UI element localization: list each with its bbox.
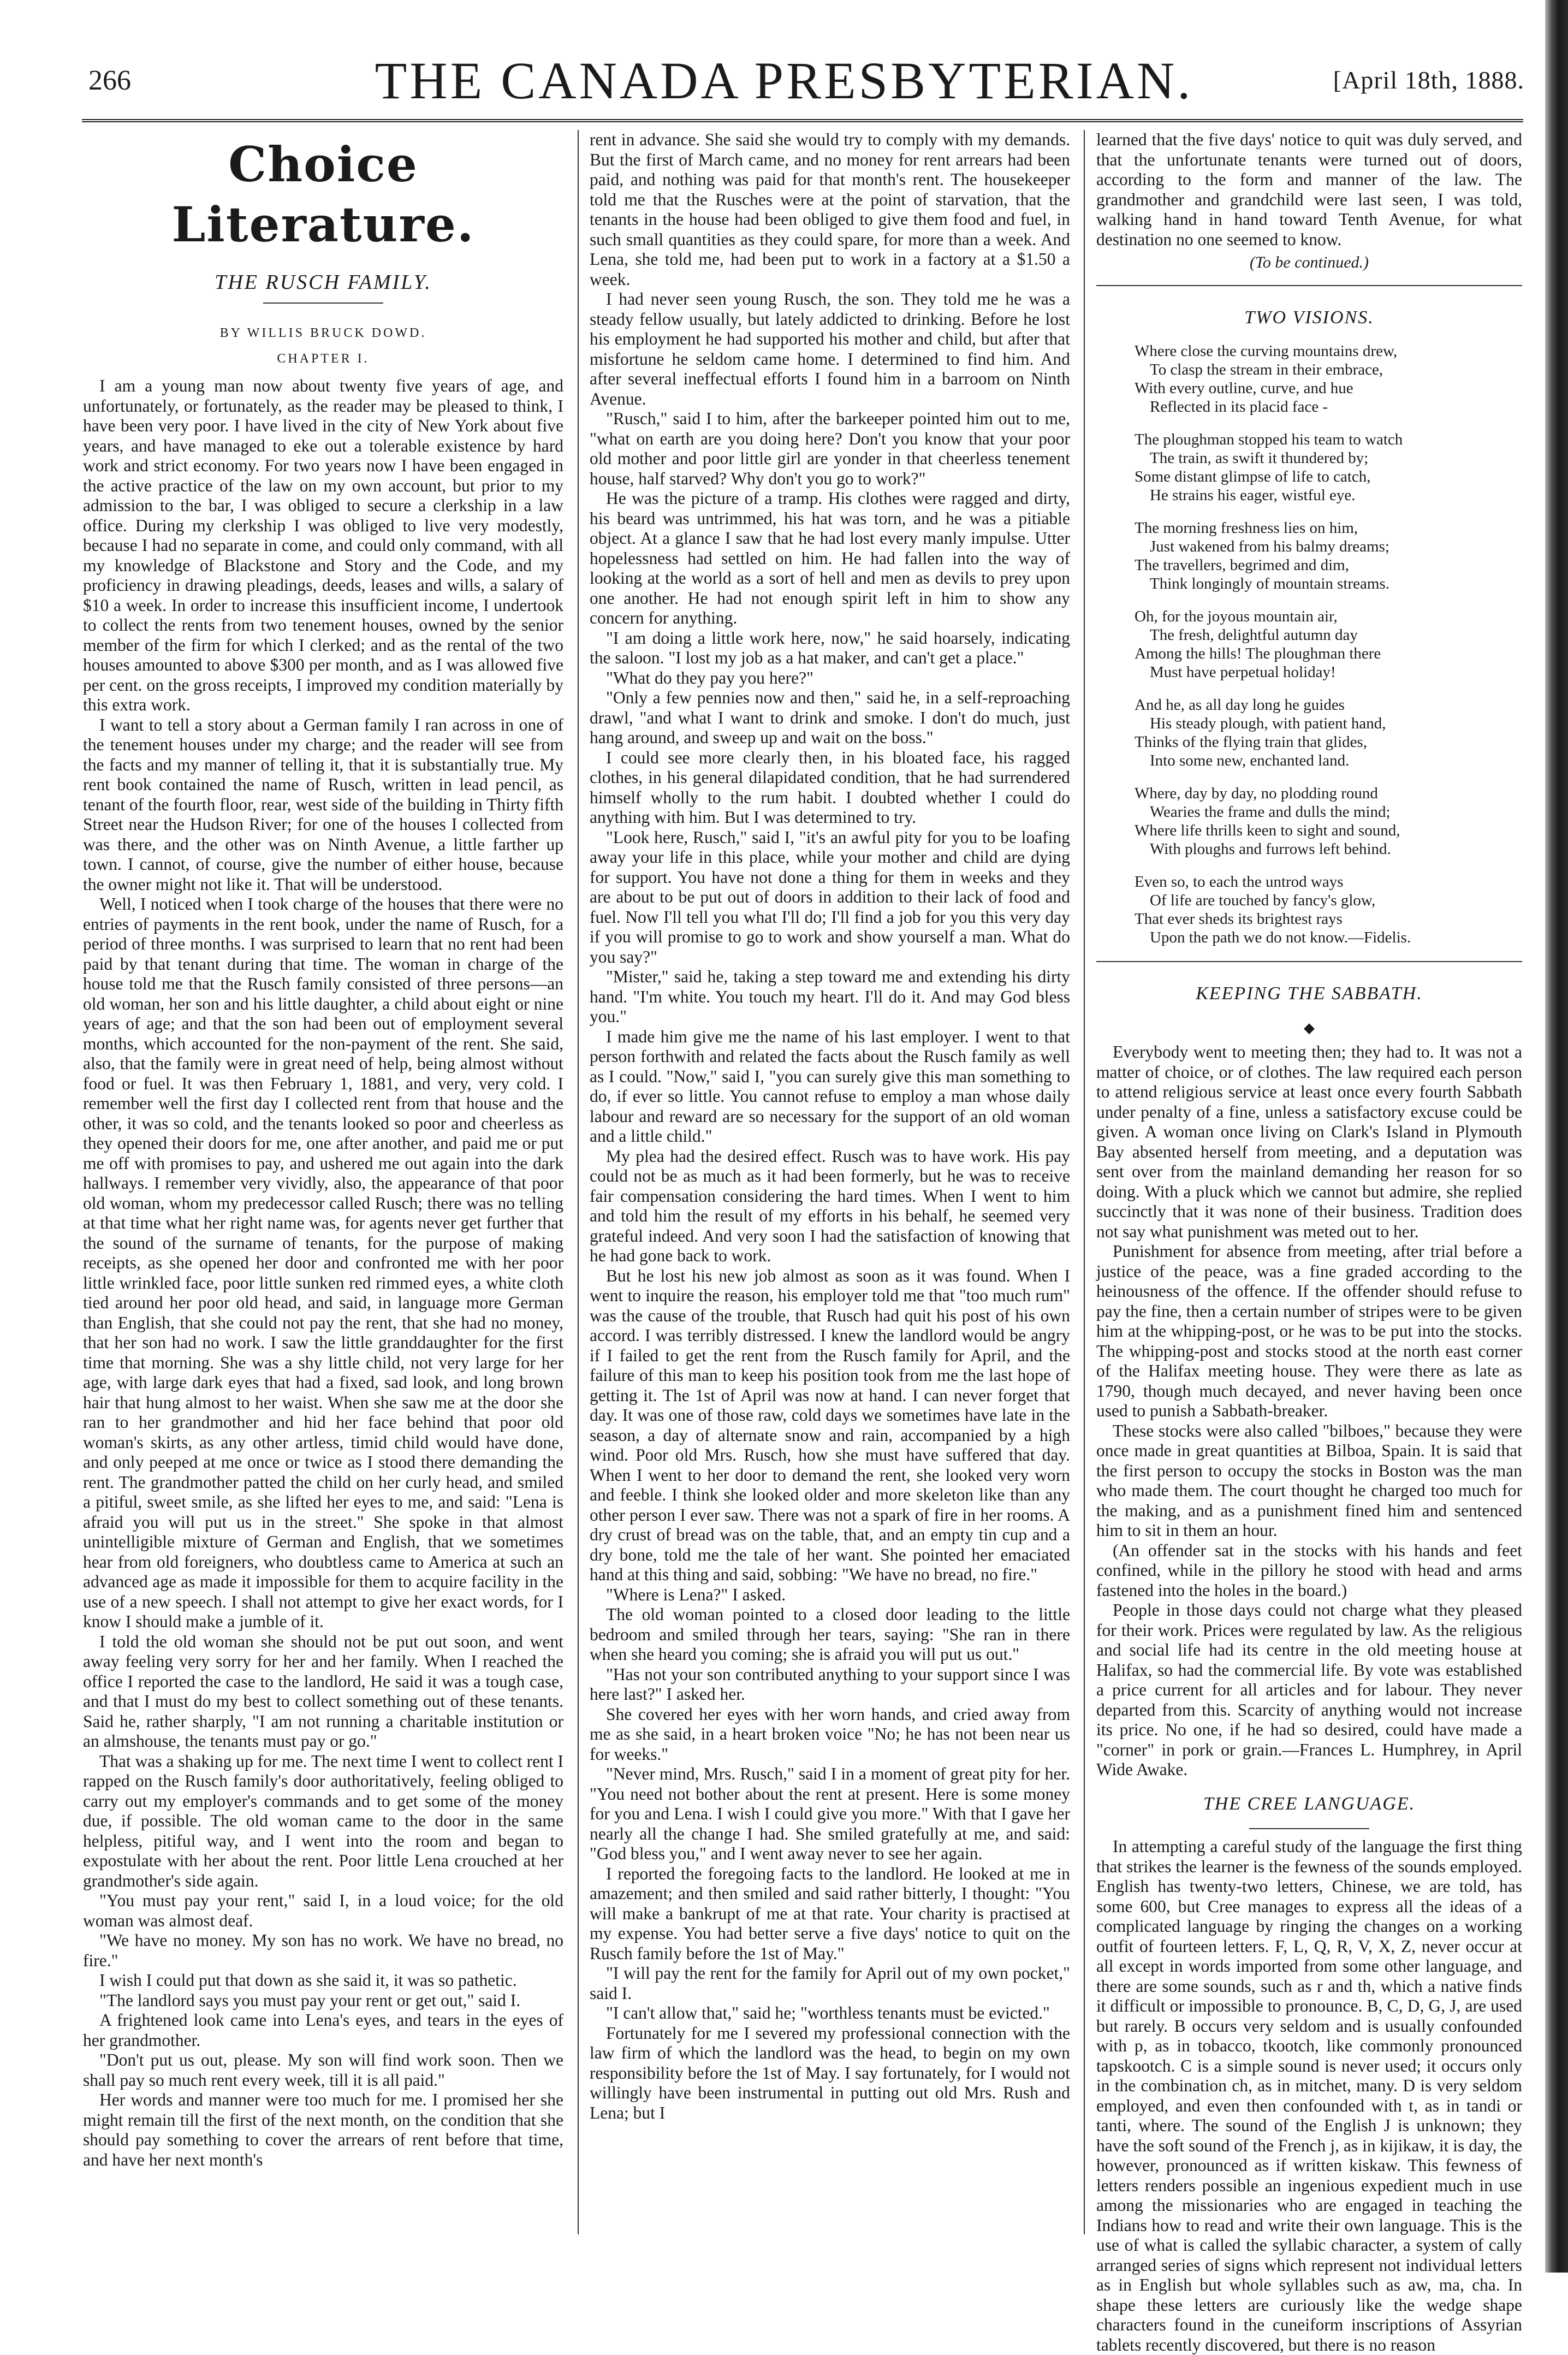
poem-line: Think longingly of mountain streams. — [1150, 575, 1389, 592]
column-3 — [1096, 130, 1522, 2354]
ornament-icon: ◆ — [1304, 1019, 1315, 1036]
article-paragraph: In attempting a careful study of the language the first thing that strikes the learner is the fewness of the sounds employed. English has twenty-two letters, Chinese, we are told, has some 600, but Cree manages to express all the ideas of a complicated language by ringing the changes on a working outfit of fourteen letters. F, L, Q, R, V, X, Z, never occur at all except in words imported from some other language, and there are some sounds, such as r and th, which a native finds it difficult or impossible to pronounce. B, C, D, G, J, are used but rarely. B occurs very seldom and is usually confounded with p, as in tobacco, tkootch, like commonly pronounced tapskootch. C is a simple sound is never used; it occurs only in the combination ch, as in mitchet, many. D is very seldom employed, and even then confounded with t, as in tandi or tanti, where. The sound of the English J is unknown; they have the soft sound of the French j, as in kijikaw, it is day, the however, pronounced as if written kiskaw. This fewness of letters renders possible an ingenious expedient much in use among the missionaries who are engaged in teaching the Indians how to read and write their own language. This is the use of what is called the syllabic character, a system of cally arranged series of signs which represent not individual letters as in English but whole syllables such as aw, ma, cha. In shape these letters are curiously like the wedge shape characters found in the cuneiform inscriptions of Assyrian tablets recently discovered, but there is no reason — [1096, 1837, 1522, 2354]
poem-line: Some distant glimpse of life to catch, — [1135, 468, 1371, 485]
poem-line: The ploughman stopped his team to watch — [1135, 431, 1403, 448]
story-paragraph: He was the picture of a tramp. His clothes were ragged and dirty, his beard was untrimmed, his hat was torn, and he was a pitiable object. At a glance I saw that he had lost every manly impulse. Utter hopelessness had settled on him. He had fallen into the way of looking at the world as a sort of hell and men as devils to prey upon one another. He had not enough spirit left in him to show any concern for anything. — [590, 489, 1070, 627]
story-paragraph: I had never seen young Rusch, the son. They told me he was a steady fellow usually, but lately addicted to drinking. Before he lost his employment he had supported his mother and child, but after that misfortune he seldom came home. I determined to find him. And after several ineffectual efforts I found him in a barroom on Ninth Avenue. — [590, 289, 1070, 408]
poem-stanza — [1135, 696, 1522, 770]
article-paragraph: These stocks were also called "bilboes," because they were once made in great quantities at Bilboa, Spain. It is said that the first person to occupy the stocks in Boston was the man who made them. The court thought he charged too much for the making, and as a punishment fined him and sentenced him to sit in them an hour. — [1096, 1421, 1522, 1540]
article-paragraph: People in those days could not charge what they pleased for their work. Prices were regulated by law. As the religious and social life had its centre in the old meeting house at Halifax, so had the commercial life. By vote was established a price current for all articles and for labour. They never departed from this. Scarcity of anything would not increase its price. No one, if he had so desired, could have made a "corner" in pork or grain.—Frances L. Humphrey, in April Wide Awake. — [1096, 1600, 1522, 1779]
poem-line: Upon the path we do not know.—Fidelis. — [1150, 929, 1411, 946]
story-paragraph: "Only a few pennies now and then," said he, in a self-reproaching drawl, "and what I want to drink and smoke. I don't do much, just hang around, and sweep up and wait on the boss." — [590, 688, 1070, 747]
continued-note: (To be continued.) — [1249, 253, 1369, 271]
story-paragraph: "I will pay the rent for the family for April out of my own pocket," said I. — [590, 1964, 1070, 2003]
poem-line: With ploughs and furrows left behind. — [1150, 840, 1391, 858]
poem-line: Where close the curving mountains drew, — [1135, 342, 1398, 360]
story-paragraph: "I can't allow that," said he; "worthless tenants must be evicted." — [606, 2003, 1050, 2022]
title-rule — [1249, 1828, 1369, 1829]
story-paragraph: I made him give me the name of his last employer. I went to that person forthwith and related the facts about the Rusch family as well as I could. "Now," said I, "you can surely give this man something to do, if ever so little. You cannot refuse to employ a man whose daily labour and reward are so necessary for the support of an old woman and a little child." — [590, 1027, 1070, 1146]
poem-line: The travellers, begrimed and dim, — [1135, 556, 1349, 574]
poem-title: TWO VISIONS. — [1244, 307, 1374, 328]
poem-line: Wearies the frame and dulls the mind; — [1150, 803, 1391, 821]
poem-stanza — [1135, 430, 1522, 505]
story-paragraph: learned that the five days' notice to quit was duly served, and that the unfortunate tenants were turned out of doors, according to the form and manner of the law. The grandmother and grandchild were last seen, I was told, walking hand in hand toward Tenth Avenue, for what destination no one seemed to know. — [1096, 130, 1522, 249]
story-paragraph: "Has not your son contributed anything to your support since I was here last?" I asked her. — [590, 1664, 1070, 1704]
story-paragraph: "You must pay your rent," said I, in a loud voice; for the old woman was almost deaf. — [83, 1891, 563, 1930]
story-paragraph: Fortunately for me I severed my professional connection with the law firm of which the landlord was the head, to begin on my own responsibility before the 1st of May. I say fortunately, for I would not willingly have been instrumental in putting out old Mrs. Rush and Lena; but I — [590, 2023, 1070, 2122]
story-paragraph: She covered her eyes with her worn hands, and cried away from me as she said, in a heart broken voice "No; he has not been near us for weeks." — [590, 1704, 1070, 1764]
story-paragraph: I wish I could put that down as she said it, it was so pathetic. — [99, 1971, 517, 1990]
poem-line: To clasp the stream in their embrace, — [1150, 361, 1383, 378]
story-paragraph: "Rusch," said I to him, after the barkeeper pointed him out to me, "what on earth are you doing here? Don't you know that your poor old mother and poor little girl are yonder in that cheerless tenement house, half starved? Why don't you go to work?" — [590, 409, 1070, 488]
poem-line: Just wakened from his balmy dreams; — [1150, 538, 1389, 555]
binding-edge — [1545, 0, 1568, 2273]
story-paragraph: I could see more clearly then, in his bloated face, his ragged clothes, in his general dilapidated condition, that he had surrendered himself wholly to the rum habit. I doubted whether I could do anything with him. But I was determined to try. — [590, 748, 1070, 827]
column-1 — [83, 130, 563, 2256]
story-paragraph: Her words and manner were too much for me. I promised her she might remain till the first of the next month, on the condition that she should pay something to cover the arrears of rent before that time, and have her next month's — [83, 2090, 563, 2169]
article-paragraph: Punishment for absence from meeting, after trial before a justice of the peace, was a fine graded according to the heinousness of the offence. If the offender should refuse to pay the fine, then a certain number of stripes were to be given him at the whipping-post, or he was to be put into the stocks. The whipping-post and stocks stood at the north east corner of the Halifax meeting house. They were there as late as 1790, though much decayed, and never having been once used to punish a Sabbath-breaker. — [1096, 1242, 1522, 1420]
poem-line: Into some new, enchanted land. — [1150, 752, 1350, 769]
poem-stanza — [1135, 519, 1522, 593]
story-byline: BY WILLIS BRUCK DOWD. — [219, 326, 427, 340]
title-rule — [263, 302, 383, 304]
poem-line: His steady plough, with patient hand, — [1150, 715, 1386, 732]
story-title: THE RUSCH FAMILY. — [215, 271, 432, 294]
poem-stanza — [1135, 607, 1522, 681]
story-paragraph: "Look here, Rusch," said I, "it's an awful pity for you to be loafing away your life in this place, while your mother and child are dying for support. You have not done a thing for them in weeks and they are about to be put out of doors in addition to their lack of food and fuel. Now I'll tell you what I'll do; I'll find a job for you this very day if you will promise to go to work and show yourself a man. What do you say?" — [590, 827, 1070, 966]
story-paragraph: "I am doing a little work here, now," he said hoarsely, indicating the saloon. "I lost my job as a hat maker, and can't get a place." — [590, 628, 1070, 667]
story-paragraph: I want to tell a story about a German family I ran across in one of the tenement houses under my charge; and the reader will see from the facts and my manner of telling it, that it is substantially true. My rent book contained the name of Rusch, written in lead pencil, as tenant of the fourth floor, rear, west side of the building in Thirty fifth Street near the Hudson River; for one of the houses I collected from was there, and the other was on Ninth Avenue, a little farther up town. I cannot, of course, give the number of either house, because the owner might not like it. That will be understood. — [83, 715, 563, 894]
issue-date: [April 18th, 1888. — [1333, 66, 1524, 94]
story-paragraph: But he lost his new job almost as soon as it was found. When I went to inquire the reason, his employer told me that "too much rum" was the cause of the trouble, that Rusch had quit his post of his own accord. I was terribly distressed. I knew the landlord would be angry if I failed to get the rent from the Rusch family for April, and the failure of this man to keep his position took from me the last hope of getting it. The 1st of April was now at hand. I can never forget that day. It was one of those raw, cold days we sometimes have late in the season, a day of alternate snow and rain, accompanied by a high wind. Poor old Mrs. Rusch, how she must have suffered that day. When I went to her door to demand the rent, she looked very worn and feeble. I think she looked older and more skeleton like than any other person I ever saw. There was not a spark of fire in her rooms. A dry crust of bread was on the table, that, and an empty tin cup and a dry bone, told me the tale of her want. She pointed her emaciated hand at this thing and said, sobbing: "We have no bread, no fire." — [590, 1266, 1070, 1584]
story-paragraph: "What do they pay you here?" — [606, 668, 813, 687]
poem-line: Among the hills! The ploughman there — [1135, 645, 1381, 662]
poem-line: Must have perpetual holiday! — [1150, 663, 1336, 681]
poem-line: Even so, to each the untrod ways — [1135, 873, 1344, 891]
page-number: 266 — [88, 65, 131, 96]
poem-line: Reflected in its placid face - — [1150, 398, 1328, 416]
column-rule — [578, 130, 579, 2234]
story-paragraph: The old woman pointed to a closed door leading to the little bedroom and smiled through her tears, saying: "She ran in there when she heard you coming; she is afraid you will put us out." — [590, 1605, 1070, 1664]
story-paragraph: A frightened look came into Lena's eyes, and tears in the eyes of her grandmother. — [83, 2010, 563, 2050]
poem-stanza — [1135, 873, 1522, 947]
poem-line: The morning freshness lies on him, — [1135, 519, 1358, 537]
section-heading: Choice Literature. — [171, 136, 475, 253]
story-paragraph: "Mister," said he, taking a step toward me and extending his dirty hand. "I'm white. You touch my heart. I'll do it. And may God bless you." — [590, 967, 1070, 1026]
article-paragraph: Everybody went to meeting then; they had to. It was not a matter of choice, or of clothes. The law required each person to attend religious service at least once every fourth Sabbath under penalty of a fine, unless a satisfactory excuse could be given. A woman once living on Clark's Island in Plymouth Bay absented herself from meeting, and a deputation was sent over from the mainland demanding her reason for so doing. With a pluck which we cannot but admire, she replied succinctly that it was none of their business. Tradition does not say what punishment was meted out to her. — [1096, 1042, 1522, 1241]
story-paragraph: I am a young man now about twenty five years of age, and unfortunately, or fortunately, as the reader may be pleased to think, I have been very poor. I have lived in the city of New York about five years, and have managed to eke out a tolerable existence by hard work and strict economy. For two years now I have been engaged in the active practice of the law on my own account, but prior to my admission to the bar, I was obliged to secure a clerkship in a law office. During my clerkship I was obliged to live very modestly, because I had no separate in come, and could only command, with all my knowledge of Blackstone and Story and the Code, and my proficiency in drawing pleadings, deeds, leases and wills, a salary of $10 a week. In order to increase this insufficient income, I undertook to collect the rents from two tenement houses, owned by the senior member of the firm for which I clerked; and as the rental of the two houses amounted to above $300 per month, and as I was allowed five per cent. on the gross receipts, I improved my condition materially by this extra work. — [83, 376, 563, 714]
poem-line: The train, as swift it thundered by; — [1150, 449, 1369, 467]
poem-line: Oh, for the joyous mountain air, — [1135, 608, 1338, 625]
story-paragraph: I reported the foregoing facts to the landlord. He looked at me in amazement; and then smiled and said rather bitterly, I thought: "You will make a bankrupt of me at that rate. Your charity is practised at my expense. You had better serve a five days' notice to quit on the Rusch family before the 1st of May." — [590, 1864, 1070, 1963]
column-2 — [590, 130, 1070, 2256]
poem-line: The fresh, delightful autumn day — [1150, 626, 1358, 644]
story-paragraph: That was a shaking up for me. The next time I went to collect rent I rapped on the Rusch family's door authoritatively, feeling obliged to carry out my employer's commands and to get some of the money due, if possible. The old woman came to the door in the same helpless, pitiful way, and I went into the room and began to expostulate with her about the rent. Poor little Lena crouched at her grandmother's side again. — [83, 1751, 563, 1890]
story-paragraph: I told the old woman she should not be put out soon, and went away feeling very sorry for her and her family. When I reached the office I reported the case to the landlord, He said it was a tough case, and that I must do my best to collect something out of these tenants. Said he, rather sharply, "I am not running a charitable institution or an almshouse, the tenants must pay or go." — [83, 1632, 563, 1751]
poem-line: And he, as all day long he guides — [1135, 696, 1345, 714]
story-paragraph: "We have no money. My son has no work. We have no bread, no fire." — [83, 1931, 563, 1970]
poem-line: Where life thrills keen to sight and sound, — [1135, 822, 1400, 839]
story-paragraph: "The landlord says you must pay your rent or get out," said I. — [99, 1990, 521, 2010]
article-title: KEEPING THE SABBATH. — [1196, 983, 1423, 1004]
article-title: THE CREE LANGUAGE. — [1203, 1793, 1416, 1814]
poem-stanza — [1135, 342, 1522, 416]
paper-title: THE CANADA PRESBYTERIAN. — [375, 51, 1193, 110]
article-paragraph: (An offender sat in the stocks with his hands and feet confined, while in the pillory he stood with head and arms fastened into the holes in the board.) — [1096, 1540, 1522, 1600]
article-divider — [1096, 285, 1522, 286]
masthead-rule — [82, 119, 1523, 123]
story-paragraph: "Don't put us out, please. My son will find work soon. Then we shall pay so much rent every week, till it is all paid." — [83, 2050, 563, 2090]
poem-line: He strains his eager, wistful eye. — [1150, 487, 1356, 504]
poem-line: That ever sheds its brightest rays — [1135, 910, 1343, 928]
poem-line: Where, day by day, no plodding round — [1135, 785, 1378, 802]
poem-line: Of life are touched by fancy's glow, — [1150, 892, 1376, 909]
story-paragraph: Well, I noticed when I took charge of the houses that there were no entries of payments in the rent book, under the name of Rusch, for a period of three months. I was surprised to learn that no rent had been paid by that tenant during that time. The woman in charge of the house told me that the Rusch family consisted of three persons—an old woman, her son and his little daughter, a child about eight or nine years of age; and that the son had been out of employment several months, which accounted for the non-payment of the rent. She said, also, that the family were in great need of help, being almost without food or fuel. It was then February 1, 1881, and very, very cold. I remember well the first day I collected rent from that house and the other, it was so cold, and the tenants looked so poor and cheerless as they opened their doors for me, one after another, and paid me or put me off with promises to pay, and ushered me out again into the dark hallways. I remember very vividly, also, the appearance of that poor old woman, whom my predecessor called Rusch; there was no telling at that time what her right name was, for agents never get further that the sound of the surname of tenants, for the purpose of making receipts, as she opened her door and confronted me with her poor little wrinkled face, poor little sunken red rimmed eyes, a white cloth tied around her poor old head, and said, in language more German than English, that she could not pay the rent, that she had no money, that her son had no work. I saw the little granddaughter for the first time that morning. She was a shy little child, not very large for her age, with large dark eyes that had a fixed, sad look, and long brown hair that hung almost to her waist. When she saw me at the door she ran to her grandmother and hid her face behind that poor old woman's skirts, as any other artless, timid child would have done, and only peeped at me once or twice as I stood there demanding the rent. The grandmother patted the child on her curly head, and smiled a pitiful, sweet smile, as she lifted her eyes to me, and said: "Lena is afraid you will put us in the street." She spoke in that almost unintelligible mixture of German and English, that we sometimes hear from old foreigners, who doubtless came to America at such an advanced age as made it impossible for them to acquire facility in the use of a new speech. I shall not attempt to give her exact words, for I know I should make a jumble of it. — [83, 894, 563, 1631]
story-paragraph: My plea had the desired effect. Rusch was to have work. His pay could not be as much as it had been formerly, but he was to receive fair compensation considering the hard times. When I went to him and told him the result of my efforts in his behalf, he seemed very grateful indeed. And very soon I had the satisfaction of knowing that he had gone back to work. — [590, 1146, 1070, 1265]
poem-line: Thinks of the flying train that glides, — [1135, 733, 1368, 751]
story-paragraph: "Never mind, Mrs. Rusch," said I in a moment of great pity for her. "You need not bother about the rent at present. Here is some money for you and Lena. I wish I could give you more." With that I gave her nearly all the change I had. She smiled gratefully at me, and said: "God bless you," and I went away never to see her again. — [590, 1764, 1070, 1863]
story-paragraph: rent in advance. She said she would try to comply with my demands. But the first of March came, and no money for rent arrears had been paid, and nothing was paid for that month's rent. The housekeeper told me that the Rusches were at the point of starvation, that the tenants in the house had been obliged to give them food and fuel, in such small quantities as they could spare, for more than a week. And Lena, she told me, had been put to work in a factory at a $1.50 a week. — [590, 130, 1070, 289]
story-paragraph: "Where is Lena?" I asked. — [606, 1585, 786, 1604]
chapter-heading: CHAPTER I. — [277, 351, 370, 366]
poem-line: With every outline, curve, and hue — [1135, 379, 1353, 397]
poem-stanza — [1135, 784, 1522, 858]
column-rule — [1084, 130, 1085, 2234]
article-divider — [1096, 961, 1522, 962]
